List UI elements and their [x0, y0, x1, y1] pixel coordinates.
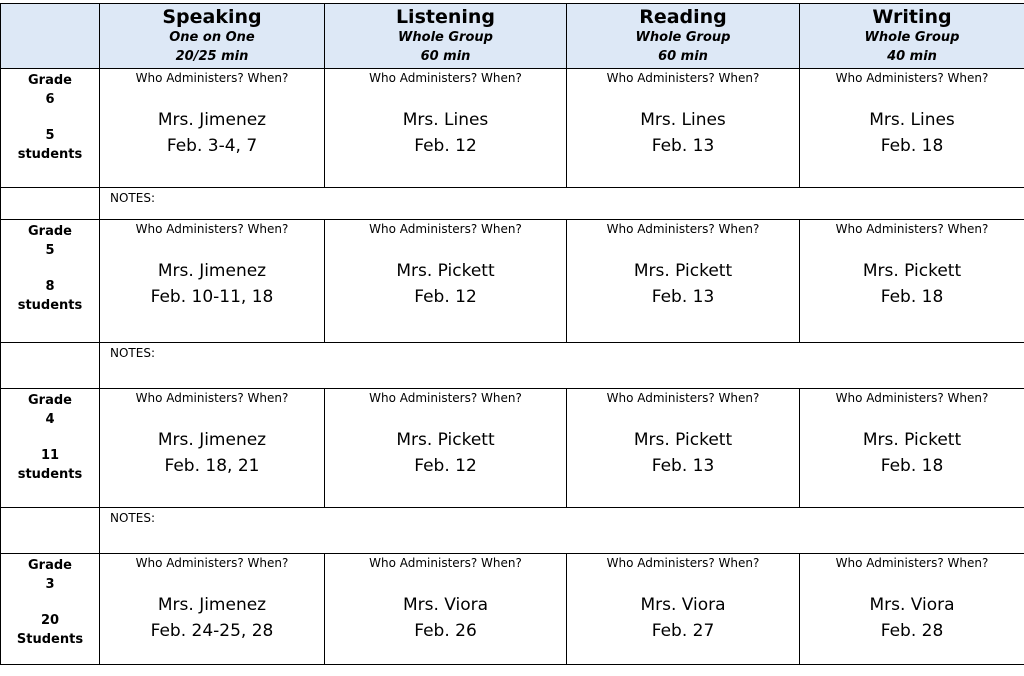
- subject-title: Listening: [395, 6, 496, 28]
- question-label: Who Administers? When?: [835, 556, 989, 570]
- reading-cell: [567, 220, 800, 343]
- testing-schedule-table: [0, 3, 1024, 665]
- administrator: Mrs. Pickett: [396, 261, 495, 281]
- speaking-cell: [100, 69, 325, 188]
- administrator: Mrs. Pickett: [633, 261, 733, 281]
- test-dates: Feb. 18: [880, 287, 944, 307]
- notes-field: NOTES:: [100, 188, 1024, 220]
- test-dates: Feb. 13: [651, 287, 715, 307]
- header-reading: [567, 4, 800, 69]
- question-label: Who Administers? When?: [606, 556, 760, 570]
- question-label: Who Administers? When?: [606, 391, 760, 405]
- grade-label: [1, 554, 100, 665]
- test-dates: Feb. 26: [414, 621, 477, 641]
- writing-cell: [800, 69, 1024, 188]
- student-count: 5: [45, 128, 55, 143]
- student-count: 20: [40, 613, 60, 628]
- header-speaking: [100, 4, 325, 69]
- administrator: Mrs. Viora: [869, 595, 955, 615]
- subject-duration: 60 min: [658, 49, 708, 64]
- subject-duration: 60 min: [420, 49, 471, 64]
- grade-number: 5: [45, 243, 55, 258]
- administrator: Mrs. Lines: [640, 110, 726, 130]
- question-label: Who Administers? When?: [369, 556, 522, 570]
- administrator: Mrs. Jimenez: [157, 430, 267, 450]
- notes-row: [1, 343, 1024, 389]
- administrator: Mrs. Viora: [640, 595, 726, 615]
- question-label: Who Administers? When?: [835, 71, 989, 85]
- question-label: Who Administers? When?: [369, 391, 522, 405]
- reading-cell: [567, 389, 800, 508]
- administrator: Mrs. Jimenez: [157, 595, 267, 615]
- subject-title: Speaking: [162, 6, 262, 28]
- subject-duration: 40 min: [887, 49, 937, 64]
- grade-word: Grade: [28, 393, 72, 408]
- grade-label: [1, 69, 100, 188]
- student-count: 8: [45, 279, 55, 294]
- grade-row-4: [1, 389, 1024, 508]
- subject-format: Whole Group: [398, 30, 493, 45]
- reading-cell: [567, 554, 800, 665]
- writing-cell: [800, 220, 1024, 343]
- test-dates: Feb. 10-11, 18: [150, 287, 274, 307]
- header-row: [1, 4, 1024, 69]
- grade-row-5: [1, 220, 1024, 343]
- subject-format: Whole Group: [635, 30, 731, 45]
- notes-spacer: [1, 508, 100, 554]
- test-dates: Feb. 13: [651, 136, 715, 156]
- student-word: students: [17, 467, 83, 482]
- grade-row-3: [1, 554, 1024, 665]
- administrator: Mrs. Lines: [869, 110, 955, 130]
- speaking-cell: [100, 220, 325, 343]
- notes-row: [1, 188, 1024, 220]
- grade-number: 4: [45, 412, 55, 427]
- subject-format: One on One: [169, 30, 255, 45]
- administrator: Mrs. Lines: [402, 110, 489, 130]
- header-corner: [1, 4, 100, 69]
- listening-cell: [325, 389, 567, 508]
- grade-word: Grade: [28, 558, 72, 573]
- test-dates: Feb. 12: [414, 136, 477, 156]
- test-dates: Feb. 12: [414, 456, 477, 476]
- subject-format: Whole Group: [864, 30, 960, 45]
- grade-row-6: [1, 69, 1024, 188]
- reading-cell: [567, 69, 800, 188]
- notes-row: [1, 508, 1024, 554]
- question-label: Who Administers? When?: [369, 71, 522, 85]
- notes-field: NOTES:: [100, 508, 1024, 554]
- question-label: Who Administers? When?: [606, 71, 760, 85]
- listening-cell: [325, 220, 567, 343]
- student-word: students: [17, 147, 83, 162]
- grade-word: Grade: [28, 224, 72, 239]
- test-dates: Feb. 24-25, 28: [150, 621, 274, 641]
- administrator: Mrs. Pickett: [862, 430, 962, 450]
- test-dates: Feb. 3-4, 7: [166, 136, 258, 156]
- administrator: Mrs. Jimenez: [157, 110, 267, 130]
- writing-cell: [800, 554, 1024, 665]
- test-dates: Feb. 27: [651, 621, 715, 641]
- listening-cell: [325, 554, 567, 665]
- grade-number: 3: [45, 577, 55, 592]
- subject-title: Reading: [639, 6, 727, 28]
- administrator: Mrs. Viora: [402, 595, 489, 615]
- subject-duration: 20/25 min: [175, 49, 249, 64]
- administrator: Mrs. Pickett: [862, 261, 962, 281]
- administrator: Mrs. Pickett: [633, 430, 733, 450]
- grade-label: [1, 220, 100, 343]
- administrator: Mrs. Jimenez: [157, 261, 267, 281]
- question-label: Who Administers? When?: [606, 222, 760, 236]
- test-dates: Feb. 18: [880, 136, 944, 156]
- question-label: Who Administers? When?: [135, 222, 289, 236]
- header-listening: [325, 4, 567, 69]
- test-dates: Feb. 18: [880, 456, 944, 476]
- grade-word: Grade: [28, 73, 72, 88]
- test-dates: Feb. 13: [651, 456, 715, 476]
- listening-cell: [325, 69, 567, 188]
- grade-label: [1, 389, 100, 508]
- student-count: 11: [40, 448, 60, 463]
- grade-number: 6: [45, 92, 55, 107]
- notes-spacer: [1, 188, 100, 220]
- question-label: Who Administers? When?: [135, 71, 289, 85]
- test-dates: Feb. 28: [880, 621, 944, 641]
- notes-field: NOTES:: [100, 343, 1024, 389]
- speaking-cell: [100, 554, 325, 665]
- question-label: Who Administers? When?: [135, 556, 289, 570]
- student-word: students: [17, 298, 83, 313]
- test-dates: Feb. 18, 21: [164, 456, 260, 476]
- notes-spacer: [1, 343, 100, 389]
- writing-cell: [800, 389, 1024, 508]
- header-writing: [800, 4, 1024, 69]
- question-label: Who Administers? When?: [369, 222, 522, 236]
- question-label: Who Administers? When?: [135, 391, 289, 405]
- student-word: Students: [16, 632, 84, 647]
- speaking-cell: [100, 389, 325, 508]
- administrator: Mrs. Pickett: [396, 430, 495, 450]
- subject-title: Writing: [872, 6, 952, 28]
- test-dates: Feb. 12: [414, 287, 477, 307]
- question-label: Who Administers? When?: [835, 222, 989, 236]
- question-label: Who Administers? When?: [835, 391, 989, 405]
